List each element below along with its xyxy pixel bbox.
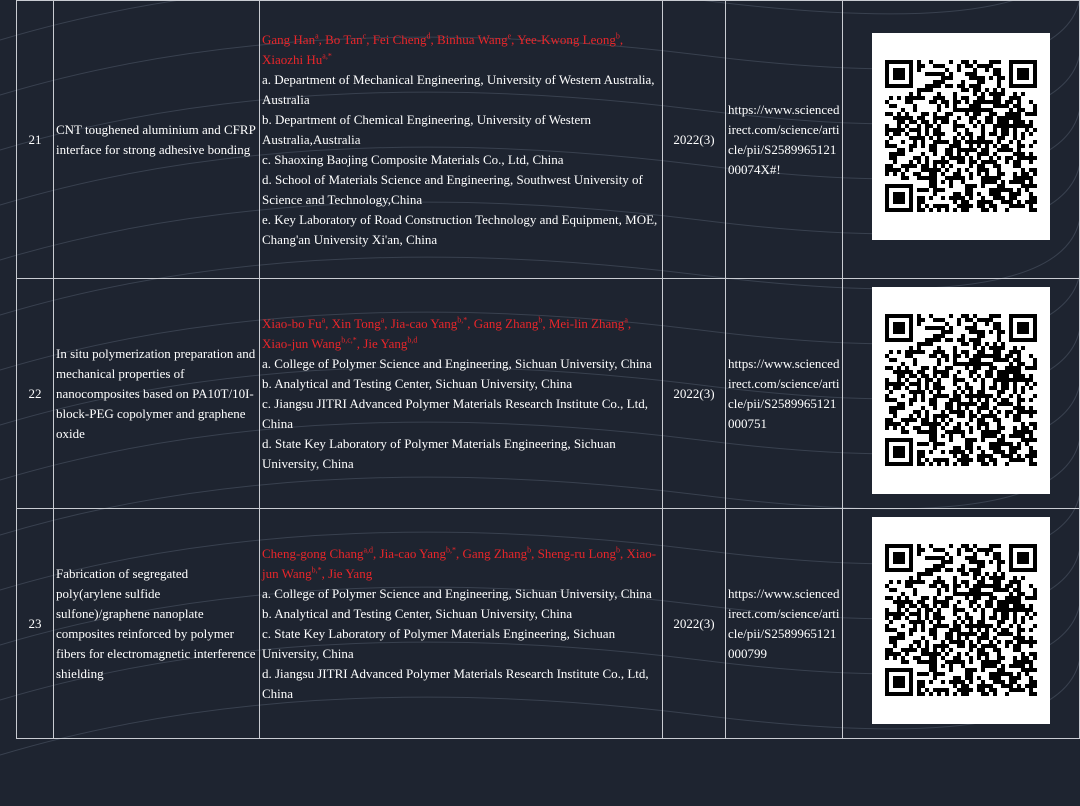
- author-name: Cheng-gong Chang: [262, 545, 364, 561]
- author-affiliation-mark: a: [624, 315, 628, 325]
- affiliation: b. Analytical and Testing Center, Sichuan University, China: [262, 605, 573, 621]
- author-affiliation-mark: c: [362, 31, 367, 41]
- author-affiliation-mark: b: [538, 315, 543, 325]
- affiliation: a. College of Polymer Science and Engineering, Sichuan University, China: [262, 585, 652, 601]
- author-name: Xiao-jun Wang: [262, 335, 342, 351]
- affiliation: d. State Key Laboratory of Polymer Materials Engineering, Sichuan University, China: [262, 435, 616, 471]
- author-affiliation-mark: a: [315, 31, 319, 41]
- authors-cell: [260, 279, 663, 509]
- qr-cell: [843, 1, 1080, 279]
- author-affiliation-mark: e: [507, 31, 512, 41]
- author-affiliation-mark: a,*: [322, 51, 332, 61]
- author-name: Bo Tan: [325, 31, 363, 47]
- author-name: Fei Cheng: [372, 31, 427, 47]
- author-affiliation-mark: d: [426, 31, 431, 41]
- affiliation: d. School of Materials Science and Engineering, Southwest University of Science and Technology,China: [262, 171, 643, 207]
- author-name: Xin Tong: [331, 315, 381, 331]
- author-name: Mei-lin Zhang: [548, 315, 625, 331]
- authors-cell: [260, 509, 663, 739]
- row-number: 22: [17, 279, 54, 509]
- author-name: Xiao-bo Fu: [262, 315, 322, 331]
- author-affiliation-mark: b,c,*: [341, 335, 357, 345]
- affiliation: a. College of Polymer Science and Engineering, Sichuan University, China: [262, 355, 652, 371]
- author-list: Gang Han$^a$, Bo Tan$^c$, Fei Cheng$^d$, Binhua Wang$^e$, Yee-Kwong Leong$^b$, Xiaozhi $Hu^{a,*}$: [262, 31, 624, 67]
- affiliation: b. Department of Chemical Engineering, University of Western Australia,Australia: [262, 111, 592, 147]
- author-name: Gang Zhang: [462, 545, 528, 561]
- author-affiliation-mark: b: [615, 31, 620, 41]
- publication-date: 2022(3): [663, 279, 726, 509]
- article-link[interactable]: https://www.sciencedirect.com/science/article/pii/S258996512100074X#!: [726, 1, 843, 279]
- publication-date: 2022(3): [663, 1, 726, 279]
- author-affiliation-mark: a,d: [363, 545, 374, 555]
- qr-code-icon[interactable]: [872, 33, 1050, 240]
- affiliation: d. Jiangsu JITRI Advanced Polymer Materials Research Institute Co., Ltd, China: [262, 665, 649, 701]
- affiliation: c. Shaoxing Baojing Composite Materials Co., Ltd, China: [262, 151, 564, 167]
- qr-cell: [843, 509, 1080, 739]
- author-affiliation-mark: a: [321, 315, 326, 325]
- author-name: Sheng-ru Long: [537, 545, 616, 561]
- publication-date: 2022(3): [663, 509, 726, 739]
- qr-code-icon[interactable]: [872, 517, 1050, 724]
- author-name: Xiao-jun Wang: [262, 545, 657, 581]
- table-row: [17, 1, 1080, 279]
- table-row: [17, 279, 1080, 509]
- qr-cell: [843, 279, 1080, 509]
- author-name: Yee-Kwong Leong: [517, 31, 616, 47]
- author-affiliation-mark: b,*: [445, 545, 456, 555]
- qr-code-icon[interactable]: [872, 287, 1050, 494]
- author-name: Jia-cao Yang: [379, 545, 446, 561]
- affiliation-list: [262, 354, 660, 474]
- affiliation: a. Department of Mechanical Engineering, University of Western Australia, Australia: [262, 71, 655, 107]
- author-affiliation-mark: b,*: [457, 315, 468, 325]
- author-name: Jie Yang: [363, 335, 408, 351]
- row-number: 23: [17, 509, 54, 739]
- paper-title: Fabrication of segregated poly(arylene sulfide sulfone)/graphene nanoplate composites reinforced by polymer fibers for electromagnetic interference shielding: [54, 509, 260, 739]
- author-affiliation-mark: b: [615, 545, 620, 555]
- author-list: Xiao-bo Fu$^a$, Xin Tong$^a$, Jia-cao Yang$^{b,*}$, Gang Zhang$^b$, Mei-lin Zhang$^a$, Xiao-jun Wang$^{b,c,*}$, Jie Yang$^{b,d}$: [262, 315, 632, 351]
- papers-table: [16, 0, 1080, 739]
- author-affiliation-mark: b,d: [407, 335, 418, 345]
- affiliation: e. Key Laboratory of Road Construction Technology and Equipment, MOE, Chang'an University Xi'an, China: [262, 211, 658, 247]
- author-list: Cheng-gong Chang$^{a,d}$, Jia-cao Yang$^{b,*}$, Gang Zhang$^b$, Sheng-ru Long$^b$, Xiao-jun Wang$^{b,*}$, Jie Yang: [262, 545, 657, 581]
- table-row: [17, 509, 1080, 739]
- paper-title: CNT toughened aluminium and CFRP interface for strong adhesive bonding: [54, 1, 260, 279]
- author-name: Gang Zhang: [473, 315, 539, 331]
- affiliation: b. Analytical and Testing Center, Sichuan University, China: [262, 375, 573, 391]
- authors-cell: [260, 1, 663, 279]
- author-name: Gang Han: [262, 31, 316, 47]
- author-name: Jia-cao Yang: [390, 315, 458, 331]
- author-affiliation-mark: a: [380, 315, 385, 325]
- paper-title: In situ polymerization preparation and mechanical properties of nanocomposites based on PA10T/10I-block-PEG copolymer and graphene oxide: [54, 279, 260, 509]
- affiliation: c. Jiangsu JITRI Advanced Polymer Materials Research Institute Co., Ltd, China: [262, 395, 648, 431]
- row-number: 21: [17, 1, 54, 279]
- author-name: Jie Yang: [328, 565, 373, 581]
- author-name: Binhua Wang: [437, 31, 508, 47]
- author-affiliation-mark: b: [527, 545, 532, 555]
- affiliation: c. State Key Laboratory of Polymer Materials Engineering, Sichuan University, China: [262, 625, 616, 661]
- affiliation-list: [262, 584, 660, 704]
- article-link[interactable]: https://www.sciencedirect.com/science/article/pii/S2589965121000751: [726, 279, 843, 509]
- affiliation-list: [262, 70, 660, 250]
- author-name: Xiaozhi Hu: [262, 51, 323, 67]
- article-link[interactable]: https://www.sciencedirect.com/science/article/pii/S2589965121000799: [726, 509, 843, 739]
- author-affiliation-mark: b,*: [311, 565, 322, 575]
